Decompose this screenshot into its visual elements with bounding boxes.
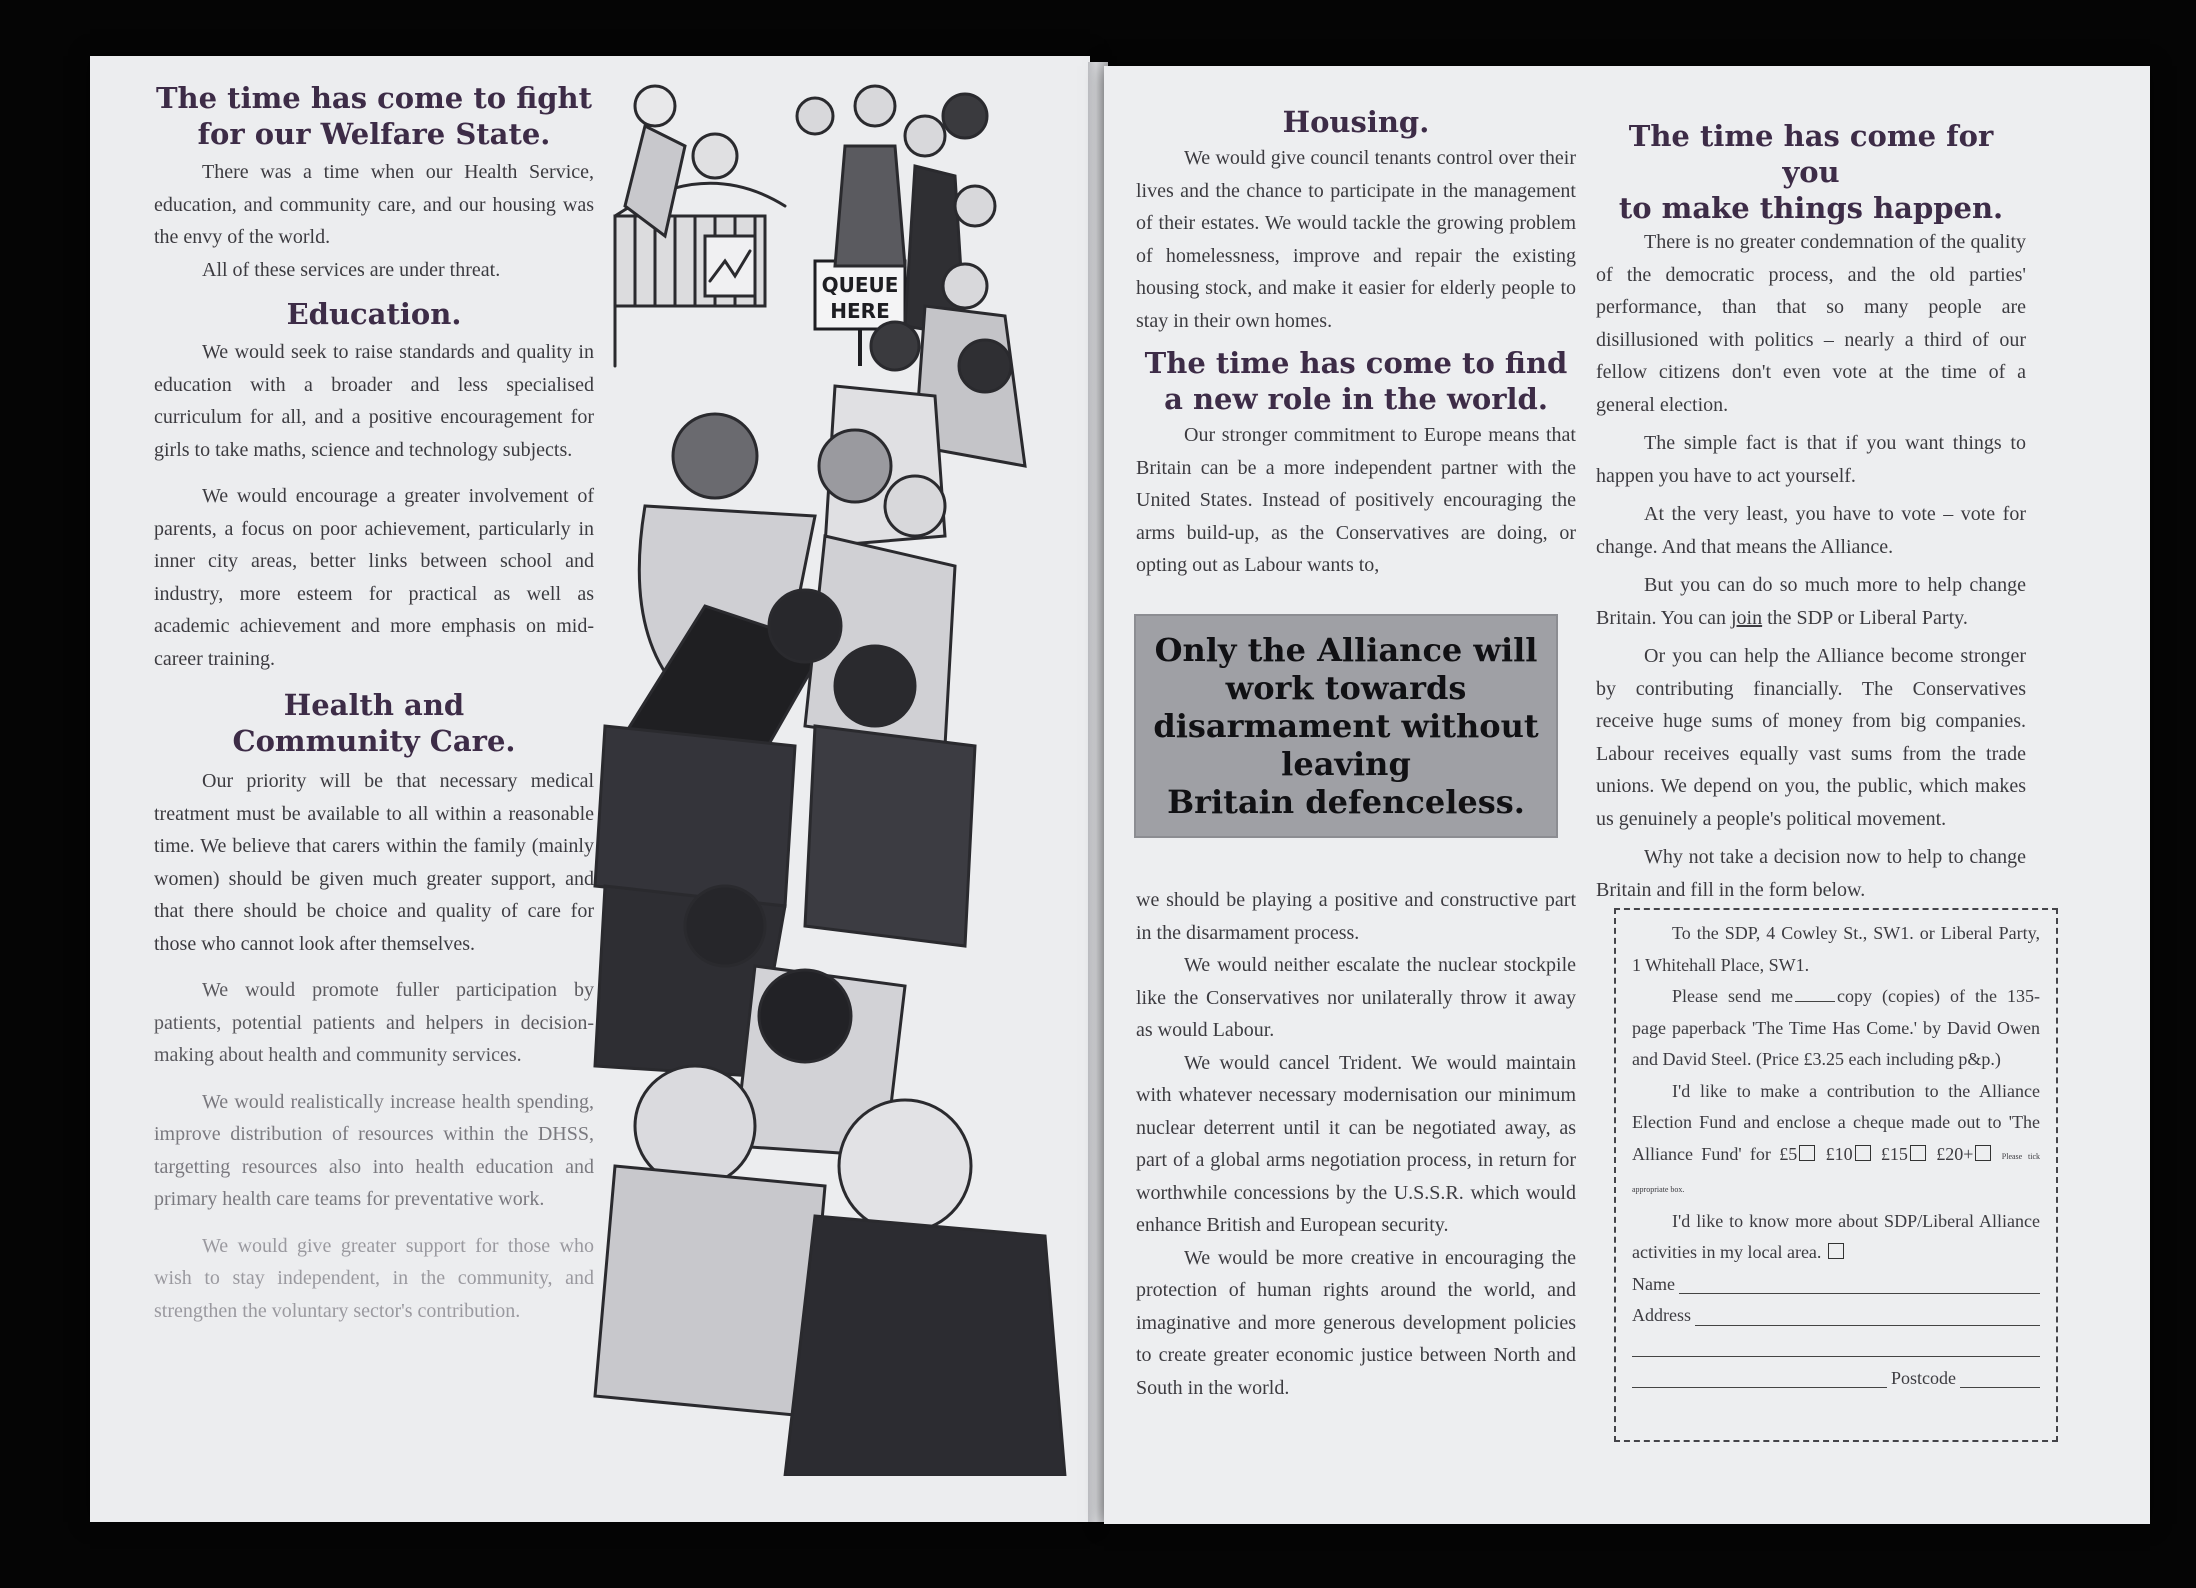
make-things-happen-line-2: to make things happen. bbox=[1618, 191, 2004, 225]
form-more-info bbox=[1632, 1206, 2040, 1269]
form-send-label: Please send me bbox=[1672, 986, 1793, 1006]
amount-10-label: £10 bbox=[1825, 1143, 1853, 1164]
make-things-happen-line-1: The time has come for you bbox=[1628, 119, 1994, 189]
postcode-prefix-line[interactable] bbox=[1632, 1387, 1887, 1388]
trident-paragraph: We would cancel Trident. We would maintain with whatever necessary modernisation our minimum nuclear deterrent until it can be negotiated away, as part of a global arms negotiation process, in return for worthwhile concessions by the U.S.S.R. which would enhance British and European security. bbox=[1136, 1051, 1576, 1236]
amount-15-label: £15 bbox=[1880, 1143, 1908, 1164]
callout-line-2: work towards bbox=[1225, 669, 1467, 707]
join-word: join bbox=[1731, 606, 1763, 629]
disarmament-callout bbox=[1134, 614, 1558, 838]
name-field[interactable] bbox=[1632, 1269, 2040, 1301]
world-heading bbox=[1136, 345, 1576, 417]
welfare-heading-line-1: The time has come to fight bbox=[155, 81, 593, 115]
simple-fact-paragraph: The simple fact is that if you want things to happen you have to act yourself. bbox=[1596, 432, 2026, 487]
callout-line-3: disarmament without bbox=[1153, 707, 1539, 745]
left-text-column bbox=[154, 80, 594, 1327]
left-page bbox=[90, 56, 1090, 1522]
health-paragraph-4: We would give greater support for those who wish to stay independent, in the community, and strengthen the voluntary sector's contribution. bbox=[154, 1234, 594, 1322]
order-form bbox=[1614, 908, 2058, 1442]
amount-5-label: £5 bbox=[1779, 1143, 1798, 1164]
address-label: Address bbox=[1632, 1305, 1691, 1325]
queue-sign-line-2: HERE bbox=[830, 299, 890, 323]
queue-sign-line-1: QUEUE bbox=[821, 273, 899, 297]
education-paragraph-2: We would encourage a greater involvement of parents, a focus on poor achievement, particularly in inner city areas, better links between school and industry, more esteem for practical as well as academic achievement and more emphasis on mid-career training. bbox=[154, 485, 594, 670]
middle-text-column bbox=[1136, 104, 1576, 582]
callout-line-1: Only the Alliance will bbox=[1154, 631, 1538, 669]
amount-20-label: £20+ bbox=[1936, 1143, 1974, 1164]
vote-paragraph: At the very least, you have to vote – vote for change. And that means the Alliance. bbox=[1596, 503, 2026, 558]
financial-paragraph: Or you can help the Alliance become stronger by contributing financially. The Conservatives receive huge sums of money from big companies. Labour receives equally vast sums from the trade unions. We depend on you, the public, which makes us genuinely a people's political movement. bbox=[1596, 645, 2026, 830]
health-paragraph-1: Our priority will be that necessary medical treatment must be available to all within a reasonable time. We believe that carers within the family (mainly women) should be given much greater support, and that there should be choice and quality of care for those who cannot look after themselves. bbox=[154, 770, 594, 955]
queue-illustration bbox=[585, 66, 1085, 1476]
more-info-text: I'd like to know more about SDP/Liberal Alliance activities in my local area. bbox=[1632, 1210, 2040, 1262]
education-heading: Education. bbox=[286, 297, 462, 331]
name-line[interactable] bbox=[1679, 1293, 2040, 1294]
address-field-2[interactable] bbox=[1632, 1332, 2040, 1363]
join-text-a: But you can do so much more to help change Britain. You can bbox=[1596, 574, 2026, 629]
copies-blank[interactable] bbox=[1795, 1001, 1835, 1002]
amount-15-checkbox[interactable] bbox=[1910, 1145, 1926, 1161]
more-info-checkbox[interactable] bbox=[1828, 1243, 1844, 1259]
right-text-column bbox=[1596, 118, 2026, 906]
amount-10-checkbox[interactable] bbox=[1855, 1145, 1871, 1161]
callout-line-5: Britain defenceless. bbox=[1167, 783, 1525, 821]
postcode-line[interactable] bbox=[1960, 1387, 2040, 1388]
form-address-line: To the SDP, 4 Cowley St., SW1. or Liberal Party, 1 Whitehall Place, SW1. bbox=[1632, 923, 2040, 975]
welfare-heading-line-2: for our Welfare State. bbox=[197, 117, 551, 151]
tick-note: Please tick appropriate box. bbox=[1632, 1151, 2041, 1194]
disarmament-paragraph-2: We would neither escalate the nuclear stockpile like the Conservatives nor unilaterally throw it away as would Labour. bbox=[1136, 954, 1576, 1041]
health-paragraph-3: We would realistically increase health spending, improve distribution of resources within the DHSS, targetting resources also into health education and primary health care teams for preventative work. bbox=[154, 1090, 594, 1210]
welfare-paragraph-2: All of these services are under threat. bbox=[202, 258, 501, 281]
health-heading-line-1: Health and bbox=[283, 688, 465, 722]
welfare-paragraph-1: There was a time when our Health Service, education, and community care, and our housing was the envy of the world. bbox=[154, 161, 594, 248]
disarmament-paragraph-1: we should be playing a positive and constructive part in the disarmament process. bbox=[1136, 889, 1576, 944]
education-paragraph-1: We would seek to raise standards and quality in education with a broader and less specialised curriculum for all, and a positive encouragement for girls to take maths, science and technology subjects. bbox=[154, 341, 594, 461]
join-text-b: the SDP or Liberal Party. bbox=[1762, 606, 1968, 629]
amount-5-checkbox[interactable] bbox=[1799, 1145, 1815, 1161]
callout-line-4: leaving bbox=[1281, 745, 1411, 783]
name-label: Name bbox=[1632, 1273, 1675, 1294]
housing-paragraph-1: We would give council tenants control over their lives and the chance to participate in the management of their estates. We would tackle the growing problem of homelessness, improve and repair the existing housing stock, and make it easier for elderly people to stay in their own homes. bbox=[1136, 147, 1576, 332]
decision-paragraph: Why not take a decision now to help to change Britain and fill in the form below. bbox=[1596, 846, 2026, 901]
postcode-field[interactable] bbox=[1632, 1363, 2040, 1395]
welfare-heading bbox=[154, 80, 594, 152]
condemnation-paragraph: There is no greater condemnation of the quality of the democratic process, and the old parties' performance, than that so many people are disillusioned with politics – nearly a third of our fellow citizens don't even vote at the time of a general election. bbox=[1596, 231, 2026, 416]
health-paragraph-2: We would promote fuller participation by patients, potential patients and helpers in decision-making about health and community services. bbox=[154, 979, 594, 1066]
form-contribution bbox=[1632, 1076, 2040, 1206]
address-line-2[interactable] bbox=[1632, 1356, 2040, 1357]
postcode-label: Postcode bbox=[1891, 1367, 1956, 1388]
world-heading-line-2: a new role in the world. bbox=[1164, 382, 1548, 416]
world-paragraph-1: Our stronger commitment to Europe means that Britain can be a more independent partner with the United States. Instead of positively encouraging the arms build-up, as the Conservatives are doing, or opting out as Labour wants to, bbox=[1136, 424, 1576, 576]
health-heading bbox=[154, 687, 594, 759]
housing-heading: Housing. bbox=[1282, 105, 1430, 139]
health-heading-line-2: Community Care. bbox=[232, 724, 516, 758]
world-heading-line-1: The time has come to find bbox=[1144, 346, 1568, 380]
make-things-happen-heading bbox=[1596, 118, 2026, 226]
form-send-detail: copy (copies) of the 135-page paperback 'The Time Has Come.' by David Owen and David Steel. (Price £3.25 each including p&p.) bbox=[1632, 986, 2040, 1069]
join-paragraph bbox=[1596, 569, 2026, 634]
right-page bbox=[1104, 66, 2150, 1524]
address-field[interactable] bbox=[1632, 1300, 2040, 1332]
form-contribution-text: I'd like to make a contribution to the Alliance Election Fund and enclose a cheque made out to 'The Alliance Fund' for bbox=[1632, 1080, 2040, 1164]
amount-20-checkbox[interactable] bbox=[1975, 1145, 1991, 1161]
address-line-1[interactable] bbox=[1695, 1325, 2040, 1326]
form-send-request bbox=[1632, 981, 2040, 1076]
human-rights-paragraph: We would be more creative in encouraging the protection of human rights around the world, and imaginative and more generous development policies to create greater economic justice between North and South in the world. bbox=[1136, 1246, 1576, 1399]
middle-text-column-lower bbox=[1136, 884, 1576, 1404]
